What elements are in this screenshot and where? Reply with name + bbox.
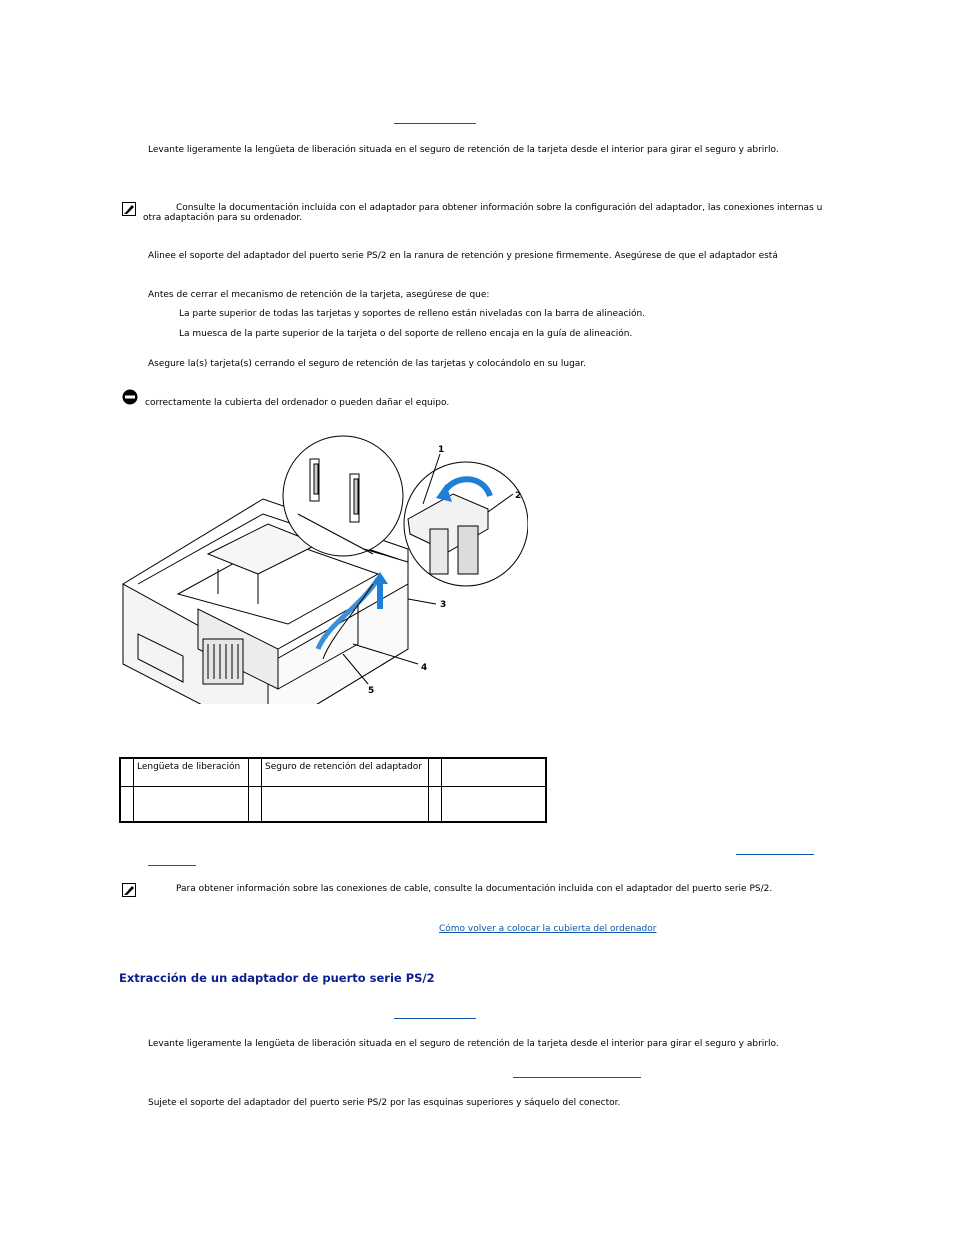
legend-number	[120, 787, 134, 823]
note-pencil-icon	[122, 883, 136, 897]
link-underline[interactable]	[394, 1018, 476, 1019]
note-text: Consulte la documentación incluida con el adaptador para obtener información sobre la configuración del adaptador, las conexiones internas u	[176, 203, 823, 213]
step-text: Levante ligeramente la lengüeta de liberación situada en el seguro de retención de la tarjeta desde el interior para girar el seguro y abrirlo.	[148, 1039, 779, 1049]
callout-5: 5	[368, 686, 375, 696]
bullet-text: La muesca de la parte superior de la tarjeta o del soporte de relleno encaja en la guía de alineación.	[179, 329, 633, 339]
link-underline[interactable]	[148, 865, 196, 866]
section-heading: Extracción de un adaptador de puerto serie PS/2	[119, 971, 435, 985]
legend-label: Seguro de retención del adaptador	[262, 758, 429, 787]
legend-label	[442, 758, 547, 787]
legend-label	[134, 787, 249, 823]
step-text: Levante ligeramente la lengüeta de liberación situada en el seguro de retención de la tarjeta desde el interior para girar el seguro y abrirlo.	[148, 145, 779, 155]
legend-label	[262, 787, 429, 823]
step-text: Alinee el soporte del adaptador del puerto serie PS/2 en la ranura de retención y presione firmemente. Asegúrese de que el adaptador está	[148, 251, 778, 261]
legend-label	[442, 787, 547, 823]
legend-label: Lengüeta de liberación	[134, 758, 249, 787]
legend-number	[249, 787, 262, 823]
replace-cover-link[interactable]: Cómo volver a colocar la cubierta del ordenador	[439, 924, 657, 934]
note-text-continued: otra adaptación para su ordenador.	[143, 213, 303, 223]
legend-number	[120, 758, 134, 787]
callout-1: 1	[438, 445, 445, 455]
step-text: Antes de cerrar el mecanismo de retención de la tarjeta, asegúrese de que:	[148, 290, 490, 300]
legend-number	[429, 787, 442, 823]
link-underline[interactable]	[513, 1077, 641, 1078]
link-underline[interactable]	[736, 854, 814, 855]
link-underline[interactable]	[394, 123, 476, 124]
step-text: Asegure la(s) tarjeta(s) cerrando el seguro de retención de las tarjetas y colocándolo en su lugar.	[148, 359, 587, 369]
legend-number	[429, 758, 442, 787]
adapter-installation-figure	[118, 434, 528, 704]
callout-3: 3	[440, 600, 447, 610]
callout-2: 2	[515, 491, 522, 501]
figure-legend-table	[119, 757, 547, 823]
note-text: Para obtener información sobre las conexiones de cable, consulte la documentación incluida con el adaptador del puerto serie PS/2.	[176, 884, 773, 894]
callout-4: 4	[421, 663, 428, 673]
step-text: Sujete el soporte del adaptador del puerto serie PS/2 por las esquinas superiores y sáquelo del conector.	[148, 1098, 621, 1108]
bullet-text: La parte superior de todas las tarjetas y soportes de relleno están niveladas con la barra de alineación.	[179, 309, 646, 319]
note-pencil-icon	[122, 202, 136, 216]
legend-number	[249, 758, 262, 787]
notice-icon	[122, 389, 138, 405]
notice-text: correctamente la cubierta del ordenador o pueden dañar el equipo.	[145, 398, 450, 408]
